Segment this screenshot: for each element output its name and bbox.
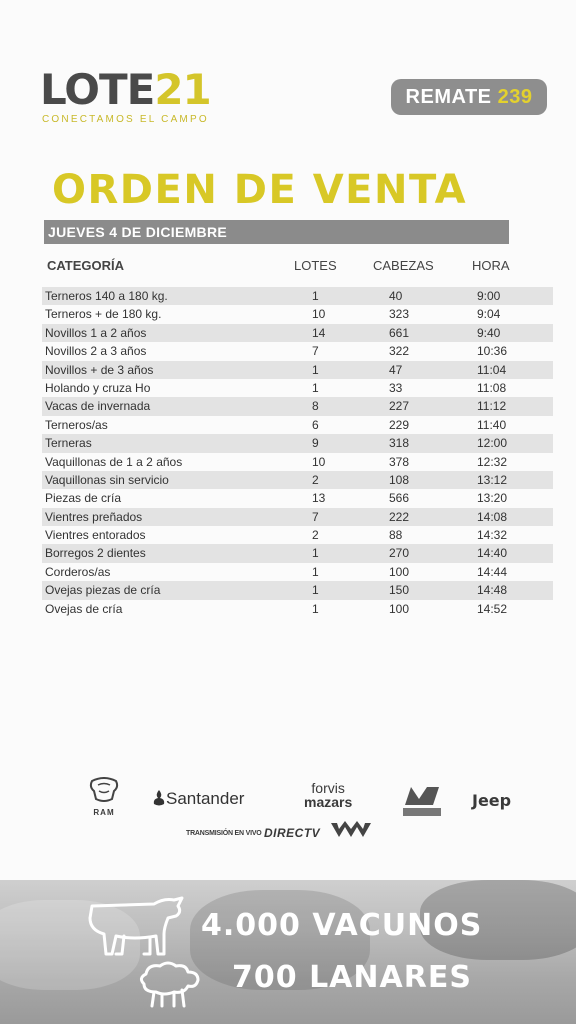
- santander-logo: [152, 789, 244, 809]
- column-header-lotes: LOTES: [294, 258, 337, 273]
- row-categoria: Novillos 2 a 3 años: [45, 344, 147, 359]
- ram-logo: [86, 777, 122, 815]
- row-hora: 14:52: [477, 601, 508, 616]
- row-cabezas: 222: [389, 509, 410, 524]
- table-row: [42, 508, 553, 526]
- row-categoria: Terneras: [45, 436, 92, 451]
- row-lotes: 14: [312, 325, 326, 340]
- table-row: [42, 453, 553, 471]
- sponsors-strip: [0, 775, 576, 845]
- row-lotes: 13: [312, 491, 326, 506]
- table-row: [42, 544, 553, 562]
- table-row: [42, 324, 553, 342]
- row-lotes: 6: [312, 417, 319, 432]
- sales-order-table: [42, 287, 553, 618]
- remate-number: 239: [497, 86, 533, 108]
- row-categoria: Borregos 2 dientes: [45, 546, 146, 561]
- row-cabezas: 47: [389, 362, 403, 377]
- row-hora: 13:12: [477, 472, 508, 487]
- table-row: [42, 600, 553, 618]
- row-cabezas: 227: [389, 399, 410, 414]
- row-cabezas: 661: [389, 325, 410, 340]
- table-row: [42, 379, 553, 397]
- column-header-categoria: CATEGORÍA: [47, 258, 125, 273]
- row-lotes: 1: [312, 583, 319, 598]
- row-lotes: 1: [312, 564, 319, 579]
- cow-icon: [84, 894, 186, 963]
- transmision-label: TRANSMISIÓN EN VIVO: [186, 830, 262, 837]
- row-hora: 14:40: [477, 546, 508, 561]
- row-hora: 11:40: [477, 417, 507, 432]
- row-lotes: 7: [312, 344, 319, 359]
- table-row: [42, 416, 553, 434]
- row-lotes: 1: [312, 380, 319, 395]
- row-categoria: Piezas de cría: [45, 491, 122, 506]
- row-cabezas: 100: [389, 601, 410, 616]
- row-hora: 12:32: [477, 454, 508, 469]
- ram-label: RAM: [93, 808, 115, 817]
- row-categoria: Vientres entorados: [45, 528, 146, 543]
- row-categoria: Ovejas de cría: [45, 601, 123, 616]
- row-categoria: Novillos + de 3 años: [45, 362, 154, 377]
- row-cabezas: 318: [389, 436, 410, 451]
- w-logo: [331, 821, 371, 844]
- row-hora: 9:04: [477, 307, 501, 322]
- row-hora: 12:00: [477, 436, 508, 451]
- row-hora: 11:08: [477, 380, 507, 395]
- row-hora: 11:12: [477, 399, 507, 414]
- lote21-logo: [40, 66, 215, 128]
- jeep-logo: Jeep: [472, 791, 512, 810]
- table-row: [42, 489, 553, 507]
- table-row: [42, 361, 553, 379]
- row-categoria: Terneros + de 180 kg.: [45, 307, 162, 322]
- row-lotes: 1: [312, 546, 319, 561]
- row-categoria: Vaquillonas de 1 a 2 años: [45, 454, 183, 469]
- mazars-label: mazars: [304, 794, 353, 810]
- date-band: JUEVES 4 DE DICIEMBRE: [44, 220, 509, 244]
- row-cabezas: 323: [389, 307, 410, 322]
- row-hora: 9:00: [477, 289, 501, 303]
- row-lotes: 1: [312, 601, 319, 616]
- remate-label: REMATE: [405, 86, 492, 108]
- sheep-icon: [136, 960, 202, 1013]
- row-hora: 11:04: [477, 362, 507, 377]
- table-row: [42, 305, 553, 323]
- row-categoria: Vaquillonas sin servicio: [45, 472, 169, 487]
- table-row: [42, 581, 553, 599]
- forvis-label: forvis: [311, 780, 345, 796]
- row-lotes: 1: [312, 362, 319, 377]
- lanares-count: 700 LANARES: [232, 960, 472, 995]
- logo-wordmark: [40, 66, 211, 114]
- table-row: [42, 434, 553, 452]
- row-hora: 10:36: [477, 344, 508, 359]
- column-header-cabezas: CABEZAS: [373, 258, 434, 273]
- row-hora: 14:44: [477, 564, 508, 579]
- santander-label: Santander: [166, 789, 245, 808]
- row-hora: 13:20: [477, 491, 508, 506]
- vacunos-count: 4.000 VACUNOS: [201, 908, 483, 943]
- livestock-footer: [0, 880, 576, 1024]
- row-cabezas: 322: [389, 344, 410, 359]
- row-hora: 14:48: [477, 583, 508, 598]
- row-cabezas: 566: [389, 491, 410, 506]
- ram-head-icon: [86, 777, 122, 803]
- row-categoria: Terneros/as: [45, 417, 108, 432]
- remate-badge: [391, 79, 547, 115]
- row-lotes: 2: [312, 472, 319, 487]
- row-hora: 14:32: [477, 528, 508, 543]
- row-cabezas: 40: [389, 289, 403, 303]
- table-row: [42, 342, 553, 360]
- row-lotes: 10: [312, 307, 326, 322]
- row-hora: 9:40: [477, 325, 501, 340]
- row-categoria: Ovejas piezas de cría: [45, 583, 161, 598]
- table-row: [42, 397, 553, 415]
- row-lotes: 9: [312, 436, 319, 451]
- row-cabezas: 229: [389, 417, 410, 432]
- row-categoria: Holando y cruza Ho: [45, 380, 151, 395]
- row-cabezas: 88: [389, 528, 403, 543]
- row-cabezas: 108: [389, 472, 410, 487]
- table-row: [42, 563, 553, 581]
- row-lotes: 1: [312, 289, 319, 303]
- row-lotes: 10: [312, 454, 326, 469]
- table-row: [42, 526, 553, 544]
- row-lotes: 2: [312, 528, 319, 543]
- table-row: [42, 471, 553, 489]
- row-cabezas: 100: [389, 564, 410, 579]
- row-categoria: Novillos 1 a 2 años: [45, 325, 147, 340]
- logo-number: 21: [154, 65, 211, 114]
- row-lotes: 8: [312, 399, 319, 414]
- row-cabezas: 33: [389, 380, 403, 395]
- row-categoria: Vientres preñados: [45, 509, 143, 524]
- row-cabezas: 270: [389, 546, 410, 561]
- page-title: ORDEN DE VENTA: [52, 167, 468, 213]
- row-hora: 14:08: [477, 509, 508, 524]
- column-header-hora: HORA: [472, 258, 510, 273]
- row-categoria: Terneros 140 a 180 kg.: [45, 289, 168, 303]
- logo-word: LOTE: [40, 65, 155, 114]
- directv-logo: DIRECTV: [264, 826, 321, 840]
- row-cabezas: 378: [389, 454, 410, 469]
- santander-flame-icon: [152, 790, 166, 806]
- laboratorio-logo: [401, 783, 443, 817]
- row-cabezas: 150: [389, 583, 410, 598]
- forvis-mazars-logo: [304, 781, 352, 809]
- logo-tagline: CONECTAMOS EL CAMPO: [42, 114, 209, 125]
- row-categoria: Vacas de invernada: [45, 399, 151, 414]
- row-lotes: 7: [312, 509, 319, 524]
- row-categoria: Corderos/as: [45, 564, 111, 579]
- table-row: [42, 287, 553, 305]
